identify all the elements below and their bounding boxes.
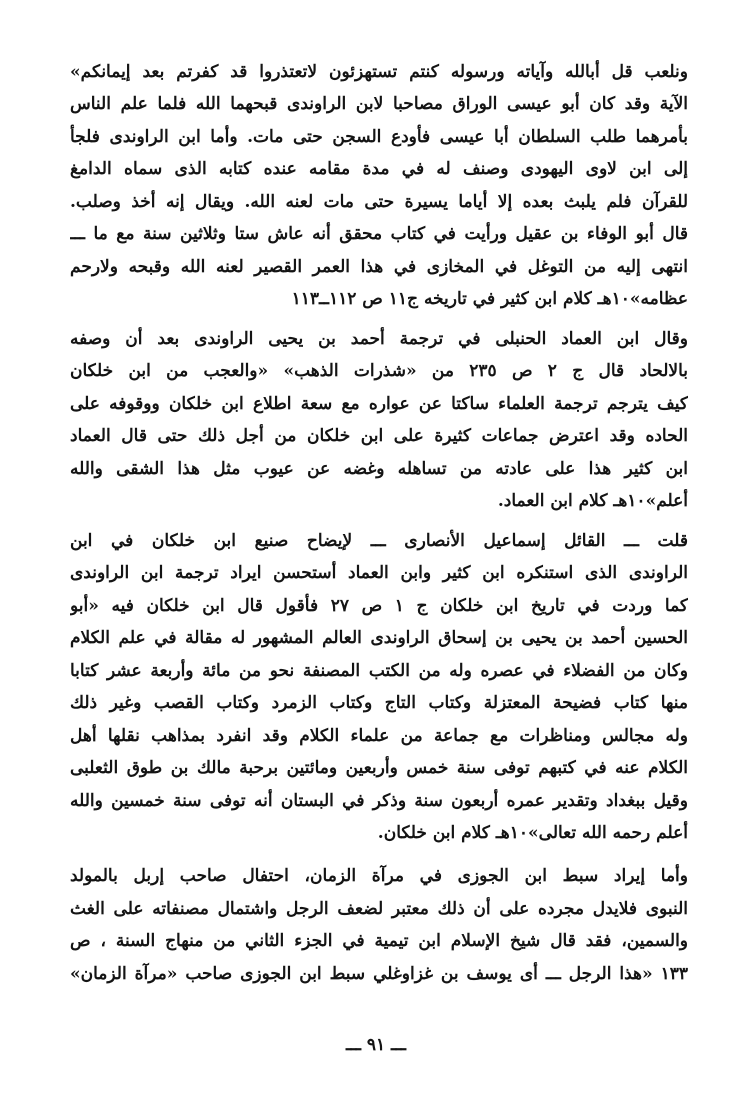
text-line: ونلعب قل أبالله وآياته ورسوله كنتم تستهزئون لاتعتذروا قد كفرتم بعد إيمانكم» <box>70 62 688 82</box>
text-line: وقيل ببغداد وتقدير عمره أربعون سنة وذكر في البستان أنه توفى سنة خمسين والله <box>70 791 688 811</box>
text-line: انتهى إليه من التوغل في المخازى في هذا العمر القصير لعنه الله وقبحه ولارحم <box>70 257 688 277</box>
text-line: عظامه»١٠هـ كلام ابن كثير في تاريخه ج١١ ص ١١٢ــ١١٣ <box>291 289 688 309</box>
text-line: الحاده وقد اعترض جماعات كثيرة على ابن خلكان من أجل ذلك حتى قال العماد <box>70 426 688 446</box>
text-line: وقال ابن العماد الحنبلى في ترجمة أحمد بن يحيى الراوندى بعد أن وصفه <box>70 329 688 349</box>
text-line: الكلام عنه في كتبهم توفى سنة خمس وأربعين ومائتين برحبة مالك بن طوق الثعلبى <box>70 758 688 778</box>
text-line: وأما إيراد سبط ابن الجوزى في مرآة الزمان، احتفال صاحب إربل بالمولد <box>70 866 688 886</box>
text-line: قلت ـــ القائل إسماعيل الأنصارى ـــ لإيضاح صنيع ابن خلكان في ابن <box>70 531 688 551</box>
text-line: الراوندى الذى استنكره ابن كثير وابن العماد أستحسن ايراد ترجمة ابن الراوندى <box>70 563 688 583</box>
text-line: النبوى فلايدل مجرده على أن ذلك معتبر لضعف الرجل واشتمال مصنفاته على الغث <box>70 899 688 919</box>
text-line: إلى ابن لاوى اليهودى وصنف له في مدة مقامه عنده كتابه الذى سماه الدامغ <box>70 159 688 179</box>
text-line: أعلم رحمه الله تعالى»١٠هـ كلام ابن خلكان. <box>377 823 688 843</box>
text-line: وكان من الفضلاء في عصره وله من الكتب المصنفة نحو من مائة وأربعة عشر كتابا <box>70 661 688 681</box>
text-line: ١٣٣ «هذا الرجل ـــ أى يوسف بن غزاوغلي سبط ابن الجوزى صاحب «مرآة الزمان» <box>70 964 688 984</box>
text-line: الآية وقد كان أبو عيسى الوراق مصاحبا لابن الراوندى قبحهما الله فلما علم الناس <box>70 94 688 114</box>
text-line: ابن كثير هذا على عادته من تساهله وغضه عن عيوب مثل هذا الشقى والله <box>70 459 688 479</box>
text-line: بالالحاد قال ج ٢ ص ٢٣٥ من «شذرات الذهب» «والعجب من ابن خلكان <box>70 361 688 381</box>
text-line: قال أبو الوفاء بن عقيل ورأيت في كتاب محقق أنه عاش ستا وثلاثين سنة مع ما ـــ <box>70 224 688 244</box>
page-number: ـــ ٩١ ـــ <box>345 1035 406 1055</box>
text-line: وله مجالس ومناظرات مع جماعة من علماء الكلام وقد انفرد بمذاهب نقلها أهل <box>70 726 688 746</box>
text-line: الحسين أحمد بن يحيى بن إسحاق الراوندى العالم المشهور له مقالة في علم الكلام <box>70 628 688 648</box>
text-line: بأمرهما طلب السلطان أبا عيسى فأودع السجن حتى مات. وأما ابن الراوندى فلجأ <box>70 127 688 147</box>
text-line: منها كتاب فضيحة المعتزلة وكتاب التاج وكتاب الزمرد وكتاب القصب وغير ذلك <box>70 693 688 713</box>
text-line: كما وردت في تاريخ ابن خلكان ج ١ ص ٢٧ فأقول قال ابن خلكان فيه «أبو <box>70 596 688 616</box>
text-line: أعلم»١٠هـ كلام ابن العماد. <box>497 491 688 511</box>
text-line: كيف يترجم ترجمة العلماء ساكتا عن عواره مع سعة اطلاع ابن خلكان ووقوفه على <box>70 394 688 414</box>
text-line: للقرآن فلم يلبث بعده إلا أياما يسيرة حتى مات لعنه الله. ويقال إنه أخذ وصلب. <box>70 192 688 212</box>
text-line: والسمين، فقد قال شيخ الإسلام ابن تيمية في الجزء الثاني من منهاج السنة ، ص <box>70 931 688 951</box>
